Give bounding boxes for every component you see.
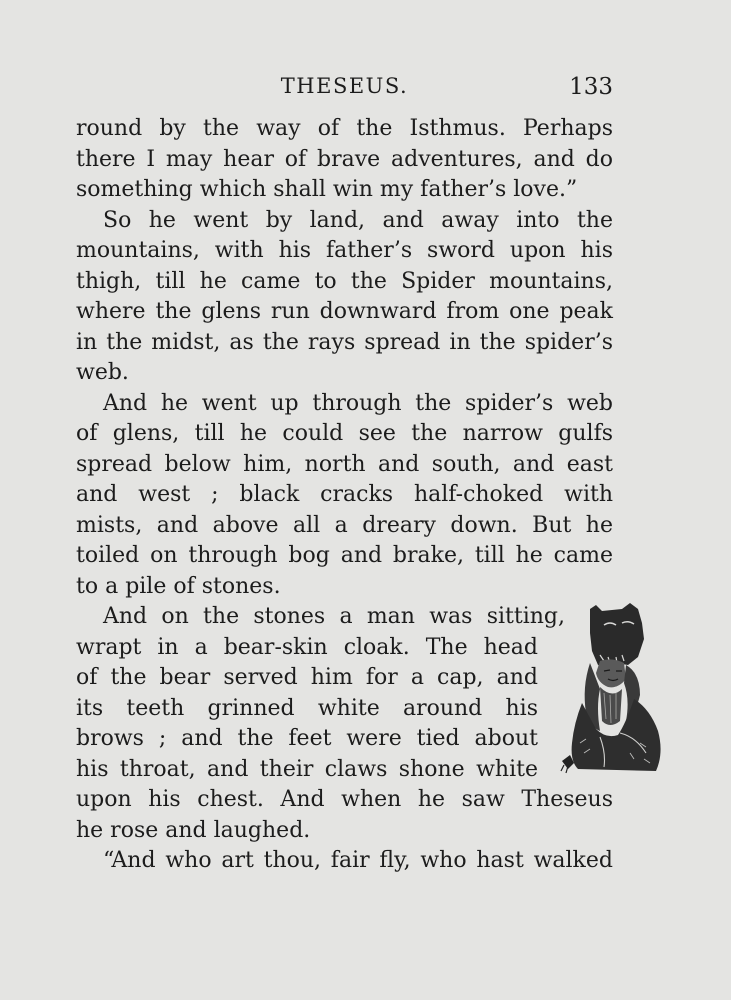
text-line: wrapt in a bear-skin cloak. The head bbox=[76, 634, 538, 660]
text-line: in the midst, as the rays spread in the spider’s bbox=[76, 329, 613, 355]
text-line: toiled on through bog and brake, till he came bbox=[76, 543, 613, 568]
text-line: brows ; and the feet were tied about bbox=[76, 726, 538, 751]
text-line: something which shall win my father’s love.” bbox=[76, 177, 578, 202]
page-number: 133 bbox=[569, 74, 613, 100]
text-line: And on the stones a man was sitting, bbox=[103, 604, 565, 629]
text-line: upon his chest. And when he saw Theseus bbox=[76, 787, 613, 812]
bear-skin-man-illustration-icon bbox=[560, 603, 670, 775]
text-line: his throat, and their claws shone white bbox=[76, 756, 538, 782]
text-line: web. bbox=[76, 360, 129, 385]
text-line: thigh, till he came to the Spider mountains, bbox=[76, 268, 613, 294]
text-line: there I may hear of brave adventures, and do bbox=[76, 146, 613, 172]
text-line: round by the way of the Isthmus. Perhaps bbox=[76, 116, 613, 141]
text-line: And he went up through the spider’s web bbox=[103, 390, 613, 416]
page-header bbox=[76, 72, 613, 104]
text-line: its teeth grinned white around his bbox=[76, 695, 538, 721]
text-line: to a pile of stones. bbox=[76, 573, 281, 599]
text-line: spread below him, north and south, and east bbox=[76, 451, 613, 477]
text-line: of glens, till he could see the narrow gulfs bbox=[76, 421, 613, 446]
body-text bbox=[76, 114, 613, 877]
text-line: where the glens run downward from one peak bbox=[76, 299, 613, 324]
running-head: THESEUS. bbox=[280, 74, 409, 98]
text-line: and west ; black cracks half-choked with bbox=[76, 482, 613, 507]
text-line: he rose and laughed. bbox=[76, 817, 311, 843]
text-line: mists, and above all a dreary down. But he bbox=[76, 512, 613, 538]
text-line: So he went by land, and away into the bbox=[103, 207, 613, 233]
text-line: “And who art thou, fair fly, who hast walked bbox=[103, 848, 613, 873]
text-line: mountains, with his father’s sword upon his bbox=[76, 238, 613, 263]
text-line: of the bear served him for a cap, and bbox=[76, 665, 538, 690]
